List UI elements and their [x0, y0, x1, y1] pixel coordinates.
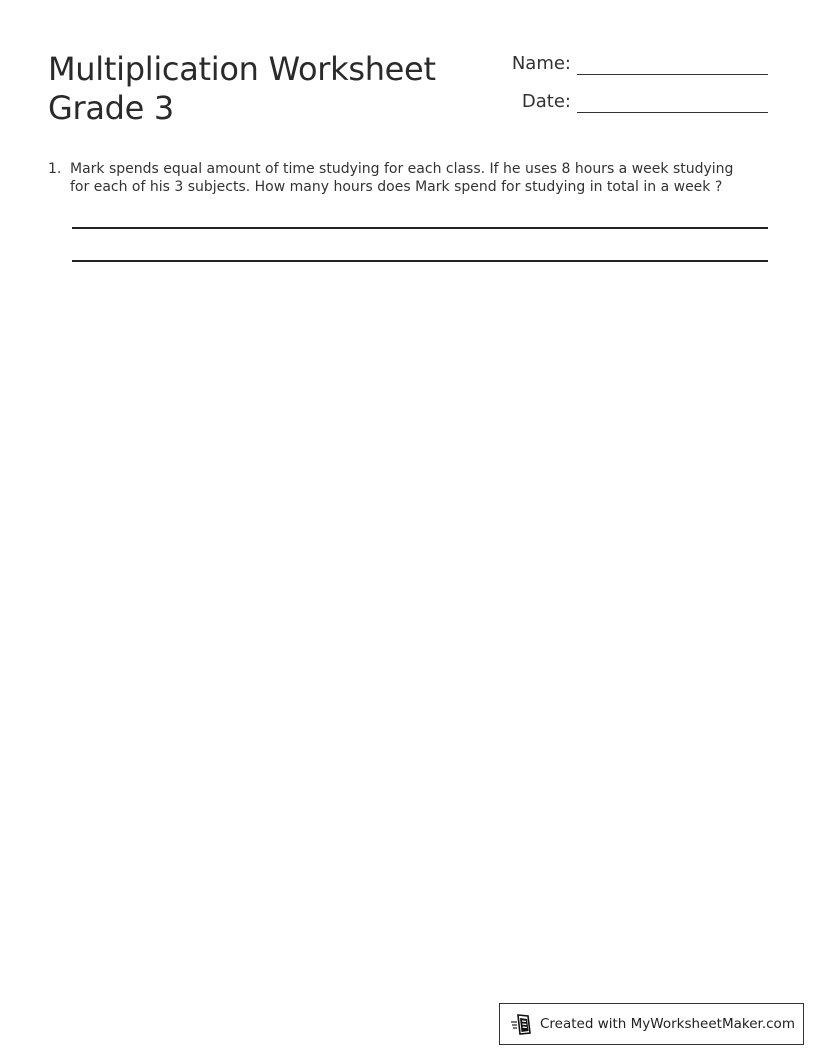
- date-label: Date:: [521, 91, 571, 112]
- name-input-line[interactable]: [577, 54, 768, 75]
- footer-text[interactable]: Created with MyWorksheetMaker.com: [540, 1016, 795, 1032]
- worksheet-maker-logo-icon: [510, 1012, 534, 1036]
- answer-line-2[interactable]: [72, 260, 768, 262]
- question-text: Mark spends equal amount of time studying for each class. If he uses 8 hours a week studying for each of his 3 subjects. How many hours does Mark spend for studying in total in a week ?: [70, 161, 734, 195]
- answer-line-1[interactable]: [72, 227, 768, 229]
- worksheet-title: [48, 50, 436, 128]
- question-1: [48, 160, 748, 196]
- title-line-2: Grade 3: [48, 89, 174, 127]
- name-field[interactable]: [512, 54, 768, 75]
- date-field[interactable]: [522, 92, 768, 113]
- name-label: Name:: [511, 53, 571, 74]
- date-input-line[interactable]: [577, 92, 768, 113]
- question-number: 1.: [48, 161, 62, 177]
- footer-credit[interactable]: [499, 1003, 804, 1045]
- title-line-1: Multiplication Worksheet: [48, 50, 436, 88]
